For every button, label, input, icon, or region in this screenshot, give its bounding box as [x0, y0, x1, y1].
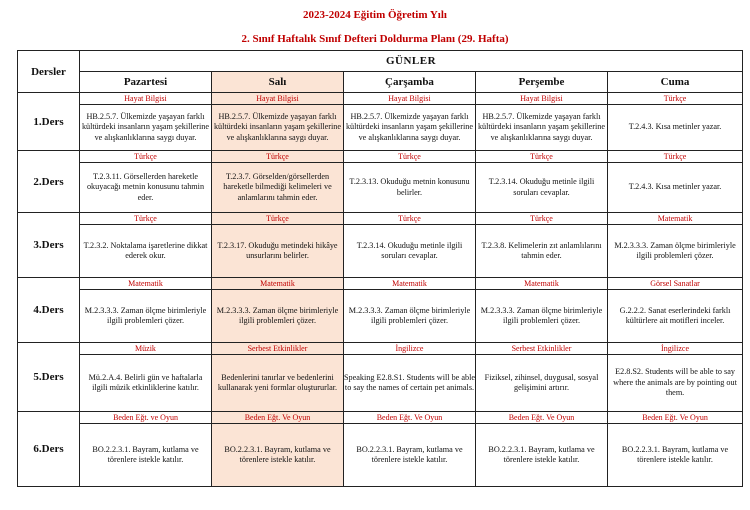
- objective-cell: Mü.2.A.4. Belirli gün ve haftalarla ilgili müzik etkinliklerine katılır.: [80, 355, 212, 412]
- subject-cell: Müzik: [80, 343, 212, 355]
- subject-cell: Hayat Bilgisi: [476, 93, 608, 105]
- objective-cell: T.2.3.14. Okuduğu metinle ilgili soruları cevaplar.: [476, 163, 608, 213]
- objective-cell: HB.2.5.7. Ülkemizde yaşayan farklı kültürdeki insanların yaşam şekillerine ve alışkanlıklarına saygı duyar.: [80, 105, 212, 151]
- objective-cell: M.2.3.3.3. Zaman ölçme birimleriyle ilgili problemleri çözer.: [344, 290, 476, 343]
- subject-cell: Türkçe: [476, 213, 608, 225]
- subject-cell: Serbest Etkinlikler: [212, 343, 344, 355]
- objective-cell: T.2.3.11. Görsellerden hareketle okuyacağı metnin konusunu tahmin eder.: [80, 163, 212, 213]
- subject-cell: Serbest Etkinlikler: [476, 343, 608, 355]
- day-header-pazartesi: Pazartesi: [80, 72, 212, 93]
- objective-cell: T.2.3.17. Okuduğu metindeki hikâye unsurlarını belirler.: [212, 225, 344, 278]
- subject-cell: Görsel Sanatlar: [608, 278, 743, 290]
- dersler-header: Dersler: [18, 51, 80, 93]
- objective-cell: G.2.2.2. Sanat eserlerindeki farklı kültürlere ait motifleri inceler.: [608, 290, 743, 343]
- subject-cell: Beden Eğt. ve Oyun: [80, 412, 212, 424]
- subject-cell: Matematik: [212, 278, 344, 290]
- objective-cell: BO.2.2.3.1. Bayram, kutlama ve törenlere istekle katılır.: [80, 424, 212, 487]
- objective-cell: Fiziksel, zihinsel, duygusal, sosyal gelişimini artırır.: [476, 355, 608, 412]
- objective-cell: HB.2.5.7. Ülkemizde yaşayan farklı kültürdeki insanların yaşam şekillerine ve alışkanlıklarına saygı duyar.: [344, 105, 476, 151]
- gunler-header: GÜNLER: [80, 51, 743, 72]
- lesson-row-5-subjects: [18, 343, 743, 355]
- lesson-row-2-subjects: [18, 151, 743, 163]
- subject-cell: Matematik: [80, 278, 212, 290]
- subject-cell: Hayat Bilgisi: [80, 93, 212, 105]
- lesson-row-6-subjects: [18, 412, 743, 424]
- subject-cell: Matematik: [476, 278, 608, 290]
- lesson-row-2-objectives: [18, 163, 743, 213]
- objective-cell: T.2.3.8. Kelimelerin zıt anlamlılarını tahmin eder.: [476, 225, 608, 278]
- objective-cell: T.2.4.3. Kısa metinler yazar.: [608, 163, 743, 213]
- lesson-label: 5.Ders: [18, 343, 80, 412]
- objective-cell: BO.2.2.3.1. Bayram, kutlama ve törenlere istekle katılır.: [344, 424, 476, 487]
- day-header-cuma: Cuma: [608, 72, 743, 93]
- subject-cell: Türkçe: [608, 93, 743, 105]
- lesson-row-1-objectives: [18, 105, 743, 151]
- objective-cell: T.2.3.2. Noktalama işaretlerine dikkat ederek okur.: [80, 225, 212, 278]
- objective-cell: T.2.3.7. Görselden/görsellerden hareketle bilmediği kelimeleri ve anlamlarını tahmin eder.: [212, 163, 344, 213]
- objective-cell: Speaking E2.8.S1. Students will be able to say the names of certain pet animals.: [344, 355, 476, 412]
- subject-cell: Türkçe: [212, 151, 344, 163]
- subject-cell: Beden Eğt. Ve Oyun: [476, 412, 608, 424]
- subject-cell: Beden Eğt. Ve Oyun: [344, 412, 476, 424]
- subject-cell: Matematik: [608, 213, 743, 225]
- objective-cell: T.2.4.3. Kısa metinler yazar.: [608, 105, 743, 151]
- subject-cell: Beden Eğt. Ve Oyun: [212, 412, 344, 424]
- lesson-row-3-subjects: [18, 213, 743, 225]
- document-title: 2023-2024 Eğitim Öğretim Yılı: [303, 9, 447, 21]
- lesson-label: 3.Ders: [18, 213, 80, 278]
- objective-cell: M.2.3.3.3. Zaman ölçme birimleriyle ilgili problemleri çözer.: [608, 225, 743, 278]
- subject-cell: Türkçe: [476, 151, 608, 163]
- subject-cell: Türkçe: [80, 213, 212, 225]
- lesson-label: 2.Ders: [18, 151, 80, 213]
- objective-cell: T.2.3.13. Okuduğu metnin konusunu belirler.: [344, 163, 476, 213]
- subject-cell: Türkçe: [608, 151, 743, 163]
- objective-cell: Bedenlerini tanırlar ve bedenlerini kullanarak yeni formlar oluştururlar.: [212, 355, 344, 412]
- subject-cell: İngilizce: [608, 343, 743, 355]
- subject-cell: Matematik: [344, 278, 476, 290]
- lesson-row-3-objectives: [18, 225, 743, 278]
- subject-cell: Hayat Bilgisi: [344, 93, 476, 105]
- lesson-label: 1.Ders: [18, 93, 80, 151]
- subject-cell: İngilizce: [344, 343, 476, 355]
- lesson-label: 6.Ders: [18, 412, 80, 487]
- day-header-sali: Salı: [212, 72, 344, 93]
- subject-cell: Türkçe: [212, 213, 344, 225]
- lesson-row-4-objectives: [18, 290, 743, 343]
- objective-cell: E2.8.S2. Students will be able to say where the animals are by pointing out them.: [608, 355, 743, 412]
- subject-cell: Beden Eğt. Ve Oyun: [608, 412, 743, 424]
- objective-cell: BO.2.2.3.1. Bayram, kutlama ve törenlere istekle katılır.: [212, 424, 344, 487]
- day-header-carsamba: Çarşamba: [344, 72, 476, 93]
- lesson-label: 4.Ders: [18, 278, 80, 343]
- lesson-row-5-objectives: [18, 355, 743, 412]
- day-header-persembe: Perşembe: [476, 72, 608, 93]
- subject-cell: Hayat Bilgisi: [212, 93, 344, 105]
- objective-cell: M.2.3.3.3. Zaman ölçme birimleriyle ilgili problemleri çözer.: [212, 290, 344, 343]
- lesson-row-6-objectives: [18, 424, 743, 487]
- objective-cell: BO.2.2.3.1. Bayram, kutlama ve törenlere istekle katılır.: [476, 424, 608, 487]
- subject-cell: Türkçe: [344, 151, 476, 163]
- objective-cell: HB.2.5.7. Ülkemizde yaşayan farklı kültürdeki insanların yaşam şekillerine ve alışkanlıklarına saygı duyar.: [476, 105, 608, 151]
- subject-cell: Türkçe: [80, 151, 212, 163]
- objective-cell: M.2.3.3.3. Zaman ölçme birimleriyle ilgili problemleri çözer.: [476, 290, 608, 343]
- lesson-row-4-subjects: [18, 278, 743, 290]
- lesson-row-1-subjects: [18, 93, 743, 105]
- objective-cell: HB.2.5.7. Ülkemizde yaşayan farklı kültürdeki insanların yaşam şekillerine ve alışkanlıklarına saygı duyar.: [212, 105, 344, 151]
- objective-cell: BO.2.2.3.1. Bayram, kutlama ve törenlere istekle katılır.: [608, 424, 743, 487]
- objective-cell: T.2.3.14. Okuduğu metinle ilgili soruları cevaplar.: [344, 225, 476, 278]
- subject-cell: Türkçe: [344, 213, 476, 225]
- weekly-plan-table: [17, 50, 743, 487]
- objective-cell: M.2.3.3.3. Zaman ölçme birimleriyle ilgili problemleri çözer.: [80, 290, 212, 343]
- document-subtitle: 2. Sınıf Haftalık Sınıf Defteri Doldurma Planı (29. Hafta): [241, 33, 509, 45]
